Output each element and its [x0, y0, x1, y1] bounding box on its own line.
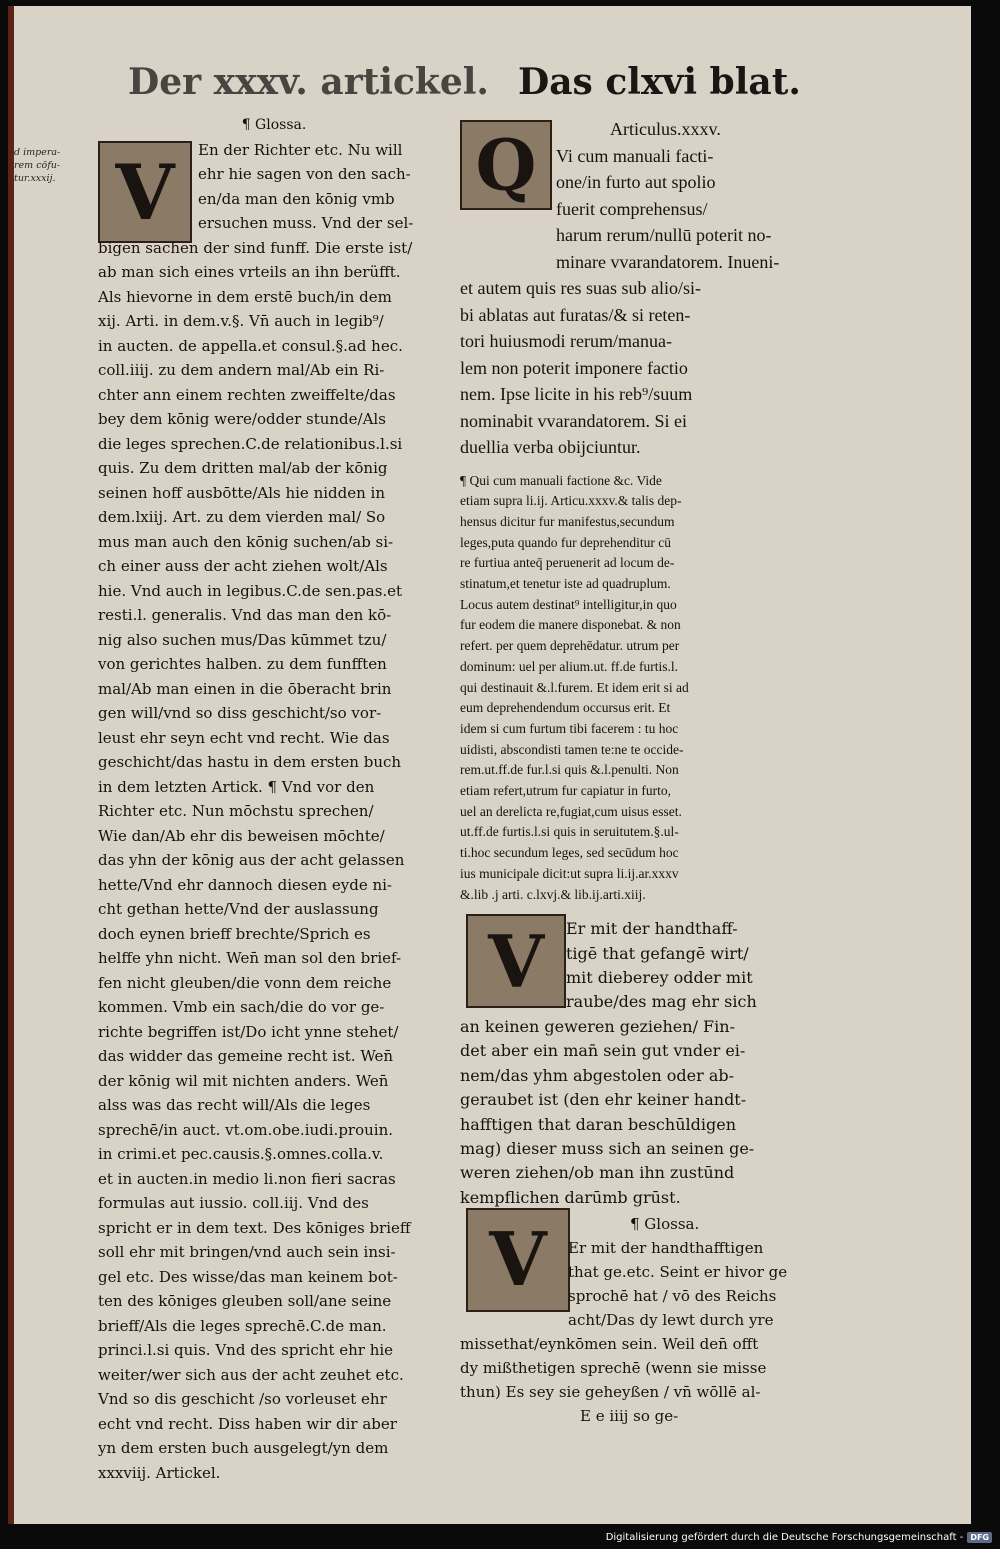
text-line: ten des kōniges gleuben soll/ane seine — [98, 1292, 392, 1310]
text-line: princi.l.si quis. Vnd des spricht ehr hie — [98, 1341, 394, 1359]
text-line: mus man auch den kōnig suchen/ab si- — [98, 532, 394, 551]
text-line: in aucten. de appella.et consul.§.ad hec. — [98, 336, 403, 355]
text-line: et in aucten.in medio li.non fieri sacras — [98, 1169, 396, 1188]
margin-note-line: rem cōfu- — [14, 160, 61, 171]
text-line: resti.l. generalis. Vnd das man den kō- — [98, 606, 392, 624]
running-head-right: Das clxvi blat. — [518, 61, 801, 103]
latin-gloss-text — [460, 471, 815, 906]
text-line: kommen. Vmb ein sach/die do vor ge- — [98, 998, 385, 1016]
text-line: ti.hoc secundum leges, sed secūdum hoc — [460, 845, 679, 861]
text-line: thun) Es sey sie geheyßen / vn̄ wōllē al- — [460, 1383, 761, 1402]
text-line: Als hievorne in dem erstē buch/in dem — [98, 287, 392, 306]
text-line: richte begriffen ist/Do icht ynne stehet/ — [98, 1022, 399, 1041]
text-line: eum deprehendendum occursus erit. Et — [460, 700, 671, 716]
text-line: tigē that gefangē wirt/ — [566, 943, 749, 963]
text-line: en/da man den kōnig vmb — [198, 189, 395, 208]
text-line: hette/Vnd ehr dannoch diesen eyde ni- — [98, 875, 392, 894]
margin-note-line: d impera- — [14, 147, 61, 158]
text-line: dem.lxiij. Art. zu dem vierden mal/ So — [98, 508, 386, 526]
text-line: Vnd so dis geschicht /so vorleuset ehr — [98, 1390, 387, 1408]
text-line: minare vvarandatorem. Inueni- — [556, 251, 780, 272]
text-line: seinen hoff ausbōtte/Als hie nidden in — [98, 483, 385, 502]
text-line: nig also suchen mus/Das kūmmet tzu/ — [98, 630, 387, 649]
left-column-text — [98, 138, 450, 1486]
text-line: mag) dieser muss sich an seinen ge- — [460, 1138, 755, 1158]
text-line: tori huiusmodi rerum/manua- — [460, 331, 672, 351]
dfg-logo-icon: DFG — [967, 1532, 992, 1543]
text-line: bi ablatas aut furatas/& si reten- — [460, 304, 691, 325]
text-line: ut.ff.de furtis.l.si quis in seruitutem.§.ul- — [460, 824, 679, 840]
text-line: geraubet ist (den ehr keiner handt- — [460, 1090, 747, 1110]
text-line: alss was das recht will/Als die leges — [98, 1096, 371, 1114]
text-line: re furtiua anteq̄ peruenerit ad locum de- — [460, 555, 675, 571]
text-line: hie. Vnd auch in legibus.C.de sen.pas.et — [98, 581, 403, 600]
text-line: that ge.etc. Seint er hivor ge — [568, 1263, 788, 1282]
text-line: quis. Zu dem dritten mal/ab der kōnig — [98, 459, 388, 477]
text-line: dy mißthetigen sprechē (wenn sie misse — [460, 1359, 767, 1378]
text-line: qui destinauit &.l.furem. Et idem erit si ad — [460, 679, 689, 695]
text-line: coll.iiij. zu dem andern mal/Ab ein Ri- — [98, 361, 385, 379]
decorated-initial-v-icon: V — [466, 914, 566, 1008]
book-page — [8, 6, 971, 1524]
text-line: nominabit vvarandatorem. Si ei — [460, 410, 687, 431]
text-line: En der Richter etc. Nu will — [198, 140, 403, 159]
text-line: sprechē/in auct. vt.om.obe.iudi.prouin. — [98, 1120, 394, 1139]
text-line: Er mit der handthafftigen — [568, 1239, 764, 1258]
margin-note-line: tur.xxxij. — [14, 173, 56, 184]
text-line: kempflichen darūmb grūst. — [460, 1187, 681, 1207]
credit-text: Digitalisierung gefördert durch die Deutsche Forschungsgemeinschaft - — [605, 1532, 964, 1543]
decorated-initial-v-icon: V — [98, 141, 192, 243]
text-line: in dem letzten Artick. ¶ Vnd vor den — [98, 777, 375, 796]
text-line: geschicht/das hastu in dem ersten buch — [98, 753, 402, 771]
text-line: das yhn der kōnig aus der acht gelassen — [98, 851, 405, 869]
decorated-initial-q-icon: Q — [460, 120, 552, 210]
digitization-credit — [606, 1532, 992, 1543]
text-line: E e iiij so ge- — [580, 1407, 679, 1426]
text-line: formulas aut iussio. coll.iij. Vnd des — [98, 1194, 369, 1212]
text-line: Er mit der handthaff- — [566, 919, 738, 939]
text-line: &.lib .j arti. c.lxvj.& lib.ij.arti.xiij. — [460, 886, 646, 902]
german-article-text — [460, 917, 815, 1210]
text-line: soll ehr mit bringen/vnd auch sein insi- — [98, 1243, 396, 1261]
text-line: echt vnd recht. Diss haben wir dir aber — [98, 1414, 397, 1433]
text-line: hensus dicitur fur manifestus,secundum — [460, 513, 675, 529]
text-line: mal/Ab man einen in die ōberacht brin — [98, 679, 392, 698]
latin-article — [460, 116, 815, 461]
text-line: raube/des mag ehr sich — [566, 992, 757, 1012]
text-line: et autem quis res suas sub alio/si- — [460, 278, 701, 298]
text-line: acht/Das dy lewt durch yre — [568, 1311, 774, 1330]
text-line: lem non poterit imponere factio — [460, 357, 688, 378]
text-line: chter ann einem rechten zweiffelte/das — [98, 385, 396, 404]
text-line: Locus autem destinat⁹ intelligitur,in quo — [460, 596, 677, 612]
text-line: in crimi.et pec.causis.§.omnes.colla.v. — [98, 1145, 384, 1163]
text-line: helffe yhn nicht. Wen̄ man sol den brief- — [98, 949, 402, 967]
text-line: hafftigen that daran beschūldigen — [460, 1114, 736, 1134]
text-line: cht gethan hette/Vnd der auslassung — [98, 900, 379, 918]
glossa-section — [460, 1212, 815, 1428]
text-line: Vi cum manuali facti- — [556, 145, 714, 166]
text-line: det aber ein man̄ sein gut vnder ei- — [460, 1041, 746, 1061]
text-line: doch eynen brieff brechte/Sprich es — [98, 924, 371, 943]
text-line: ab man sich eines vrteils an ihn berüfft. — [98, 263, 401, 281]
text-line: leges,puta quando fur deprehenditur cū — [460, 534, 672, 550]
text-line: der kōnig wil mit nichten anders. Wen̄ — [98, 1071, 389, 1090]
text-line: Richter etc. Nun mōchstu sprechen/ — [98, 802, 374, 820]
text-line: bigen sachen der sind funff. Die erste ist/ — [98, 238, 413, 257]
text-line: spricht er in dem text. Des kōniges brieff — [98, 1218, 411, 1237]
text-line: duellia verba obijciuntur. — [460, 437, 641, 457]
text-line: mit dieberey odder mit — [566, 968, 753, 988]
glossa-heading: ¶ Glossa. — [241, 117, 307, 133]
text-line: stinatum,et tenetur iste ad quadruplum. — [460, 576, 671, 592]
text-line: harum rerum/nullū poterit no- — [556, 225, 772, 245]
text-line: an keinen geweren geziehen/ Fin- — [460, 1016, 735, 1036]
text-line: dominum: uel per alium.ut. ff.de furtis.l. — [460, 658, 678, 674]
decorated-initial-v-icon: V — [466, 1208, 570, 1312]
text-line: one/in furto aut spolio — [556, 172, 716, 192]
text-line: fuerit comprehensus/ — [556, 198, 708, 219]
text-line: nem/das yhm abgestolen oder ab- — [460, 1065, 735, 1085]
text-line: ehr hie sagen von den sach- — [198, 165, 411, 183]
article-title: Articulus.xxxv. — [610, 119, 721, 139]
text-line: uidisti, abscondisti tamen te:ne te occide- — [460, 741, 684, 757]
text-line: sprochē hat / vō des Reichs — [568, 1287, 777, 1306]
text-line: ¶ Qui cum manuali factione &c. Vide — [460, 472, 662, 488]
text-line: ersuchen muss. Vnd der sel- — [198, 214, 414, 232]
text-line: brieff/Als die leges sprechē.C.de man. — [98, 1316, 387, 1335]
text-line: xij. Arti. in dem.v.§. Vn̄ auch in legib⁹/ — [98, 312, 384, 330]
margin-note — [14, 146, 94, 185]
text-line: nem. Ipse licite in his reb⁹/suum — [460, 384, 693, 404]
text-line: das widder das gemeine recht ist. Wen̄ — [98, 1047, 394, 1065]
left-column — [98, 113, 450, 1485]
text-line: ch einer auss der acht ziehen wolt/Als — [98, 557, 388, 575]
text-line: refert. per quem deprehēdatur. utrum per — [460, 638, 680, 654]
page-gutter — [8, 6, 14, 1524]
text-line: missethat/eynkōmen sein. Weil den̄ offt — [460, 1335, 759, 1354]
text-line: ius municipale dicit:ut supra li.ij.ar.xxxv — [460, 865, 679, 881]
text-line: uel an derelicta re,fugiat,cum uisus esset. — [460, 803, 682, 819]
text-line: weren ziehen/ob man ihn zustūnd — [460, 1163, 735, 1183]
text-line: von gerichtes halben. zu dem funfften — [98, 655, 387, 673]
glossa-heading: ¶ Glossa. — [630, 1215, 700, 1234]
text-line: fur eodem die manere disponebat. & non — [460, 617, 681, 633]
latin-article-text — [460, 143, 815, 461]
text-line: fen nicht gleuben/die vonn dem reiche — [98, 973, 392, 992]
text-line: yn dem ersten buch ausgelegt/yn dem — [98, 1439, 389, 1457]
text-line: gel etc. Des wisse/das man keinem bot- — [98, 1267, 398, 1286]
text-line: leust ehr seyn echt vnd recht. Wie das — [98, 728, 390, 747]
text-line: die leges sprechen.C.de relationibus.l.si — [98, 434, 403, 453]
right-column — [460, 116, 815, 1428]
text-line: idem si cum furtum tibi facerem : tu hoc — [460, 720, 679, 736]
text-line: Wie dan/Ab ehr dis beweisen mōchte/ — [98, 826, 385, 845]
text-line: etiam supra li.ij. Articu.xxxv.& talis dep- — [460, 493, 682, 509]
text-line: gen will/vnd so diss geschicht/so vor- — [98, 704, 382, 722]
glossa-text — [460, 1236, 815, 1428]
running-head-left: Der xxxv. artickel. — [128, 61, 489, 103]
text-line: etiam refert,utrum fur capiatur in furto, — [460, 783, 672, 799]
text-line: xxxviij. Artickel. — [98, 1463, 221, 1482]
text-line: weiter/wer sich aus der acht zeuhet etc. — [98, 1365, 404, 1384]
text-line: rem.ut.ff.de fur.l.si quis &.l.penulti. Non — [460, 762, 679, 778]
text-line: bey dem kōnig were/odder stunde/Als — [98, 410, 386, 428]
